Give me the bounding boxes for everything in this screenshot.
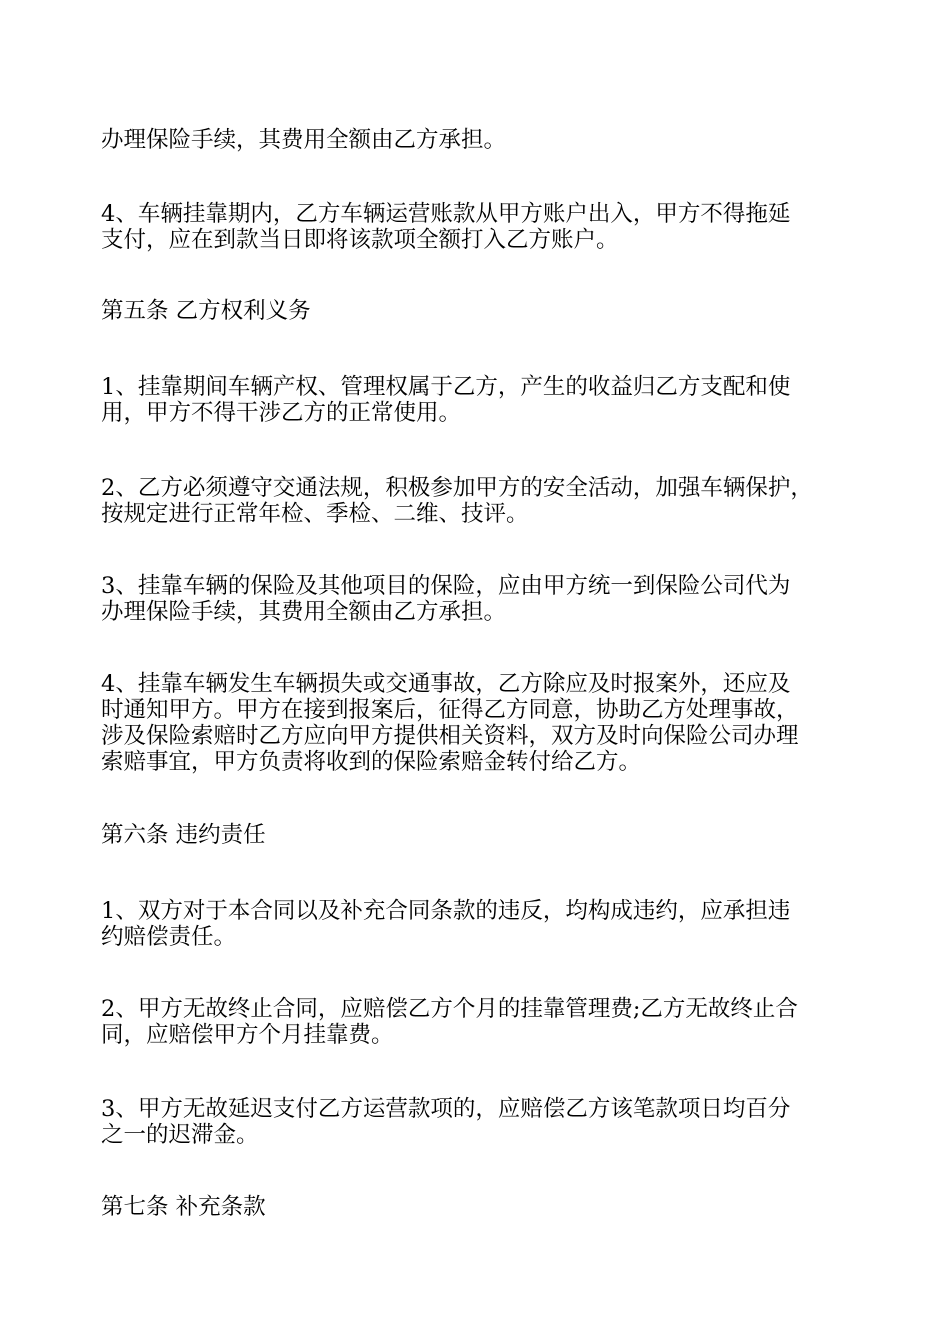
text-line: 按规定进行正常年检、季检、二维、技评。 xyxy=(101,501,529,527)
text-line: 支付，应在到款当日即将该款项全额打入乙方账户。 xyxy=(101,227,619,253)
text-line: 同，应赔偿甲方个月挂靠费。 xyxy=(101,1022,394,1048)
paragraph-article-6-clause-3 xyxy=(101,1096,861,1148)
text-line: 1、双方对于本合同以及补充合同条款的违反，均构成违约，应承担违 xyxy=(101,898,791,924)
text-line: 索赔事宜，甲方负责将收到的保险索赔金转付给乙方。 xyxy=(101,749,642,775)
text-line: 第六条 违约责任 xyxy=(101,822,266,848)
paragraph-article-6-clause-2 xyxy=(101,996,861,1048)
text-line: 之一的迟滞金。 xyxy=(101,1122,259,1148)
section-heading-article-6 xyxy=(101,822,861,848)
text-line: 1、挂靠期间车辆产权、管理权属于乙方，产生的收益归乙方支配和使 xyxy=(101,374,791,400)
paragraph-article-6-clause-1 xyxy=(101,898,861,950)
text-line: 4、车辆挂靠期内，乙方车辆运营账款从甲方账户出入，甲方不得拖延 xyxy=(101,201,791,227)
text-line: 第五条 乙方权利义务 xyxy=(101,298,311,324)
text-line: 时通知甲方。甲方在接到报案后，征得乙方同意，协助乙方处理事故， xyxy=(101,697,799,723)
section-heading-article-5 xyxy=(101,298,861,324)
text-line: 3、挂靠车辆的保险及其他项目的保险，应由甲方统一到保险公司代为 xyxy=(101,573,791,599)
text-line: 第七条 补充条款 xyxy=(101,1194,266,1220)
section-heading-article-7 xyxy=(101,1194,861,1220)
text-line: 3、甲方无故延迟支付乙方运营款项的，应赔偿乙方该笔款项日均百分 xyxy=(101,1096,791,1122)
text-line: 2、甲方无故终止合同，应赔偿乙方个月的挂靠管理费;乙方无故终止合 xyxy=(101,996,798,1022)
text-line: 约赔偿责任。 xyxy=(101,924,237,950)
paragraph-article-5-clause-4 xyxy=(101,671,861,775)
paragraph-article-5-clause-3 xyxy=(101,573,861,625)
text-line: 4、挂靠车辆发生车辆损失或交通事故，乙方除应及时报案外，还应及 xyxy=(101,671,791,697)
paragraph-clause-4-payment xyxy=(101,201,861,253)
paragraph-insurance-fee-tail xyxy=(101,127,861,153)
text-line: 涉及保险索赔时乙方应向甲方提供相关资料，双方及时向保险公司办理 xyxy=(101,723,799,749)
text-line: 办理保险手续，其费用全额由乙方承担。 xyxy=(101,127,507,153)
text-line: 用，甲方不得干涉乙方的正常使用。 xyxy=(101,400,462,426)
paragraph-article-5-clause-1 xyxy=(101,374,861,426)
text-line: 2、乙方必须遵守交通法规，积极参加甲方的安全活动，加强车辆保护， xyxy=(101,475,813,501)
text-line: 办理保险手续，其费用全额由乙方承担。 xyxy=(101,599,507,625)
paragraph-article-5-clause-2 xyxy=(101,475,861,527)
